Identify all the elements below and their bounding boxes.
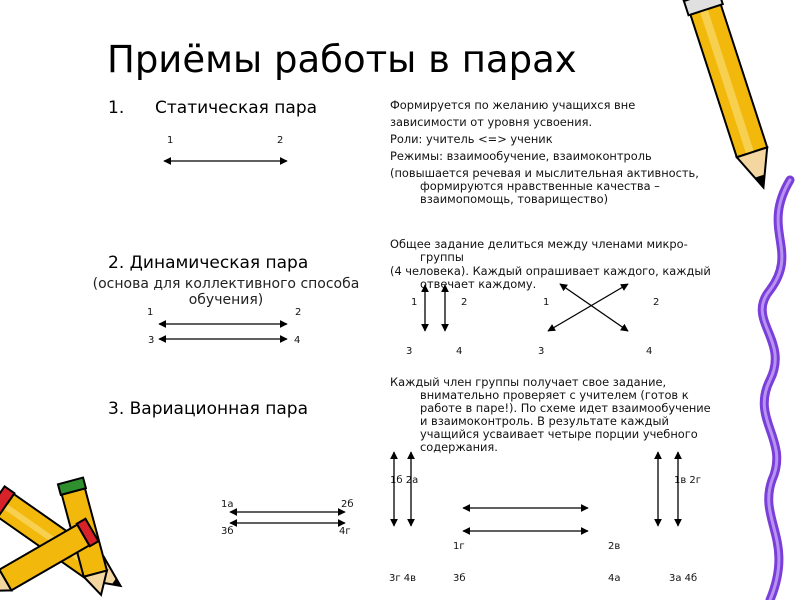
s3-label-3a4b: 3а 4б	[669, 573, 698, 584]
s3-label-1v2g: 1в 2г	[674, 475, 702, 486]
s3-label-4a: 4а	[608, 573, 621, 584]
s1-text-line: взаимопомощь, товарищество)	[420, 192, 609, 206]
s3-left-label-1a: 1а	[221, 499, 234, 510]
s2-sub-line: обучения)	[188, 292, 264, 308]
s1-label-2: 2	[277, 135, 284, 146]
s2-left-label-2: 2	[295, 307, 302, 318]
s2b-arrow-cross-1	[560, 284, 628, 331]
s3-left-label-2b: 2б	[341, 499, 354, 510]
s3-text-line: работе в паре!). По схеме идет взаимообучение	[420, 401, 711, 415]
s2b-label-2: 2	[653, 297, 660, 308]
s1-text-line: зависимости от уровня усвоения.	[390, 115, 593, 129]
s3-label-1b2a: 1б 2а	[390, 475, 419, 486]
s2-left-label-1: 1	[147, 307, 154, 318]
s3-text-line: содержания.	[420, 440, 498, 454]
s1-label-1: 1	[167, 135, 174, 146]
s1-text-line: Формируется по желанию учащихся вне	[390, 98, 636, 112]
s3-text-line: и взаимоконтроль. В результате каждый	[420, 414, 669, 428]
section2-heading: 2. Динамическая пара	[108, 253, 309, 273]
s2b-label-1: 1	[543, 297, 550, 308]
s2-sub-line: (основа для коллективного способа	[92, 276, 360, 292]
s2b-label-4: 4	[646, 346, 653, 357]
s1-text-line: (повышается речевая и мыслительная активность,	[390, 166, 699, 180]
section3-heading: 3. Вариационная пара	[108, 399, 308, 419]
s1-text-line: Режимы: взаимообучение, взаимоконтроль	[390, 149, 652, 163]
crayons-icon	[0, 478, 129, 600]
s3-left-label-3b: 3б	[221, 526, 234, 537]
s3-text-line: внимательно проверяет с учителем (готов к	[420, 388, 689, 402]
s2-text-line: Общее задание делиться между членами микро-	[390, 237, 688, 251]
s2-text-line: отвечает каждому.	[420, 277, 537, 291]
s3-left-label-4g: 4г	[339, 526, 351, 537]
s2-text-line: (4 человека). Каждый опрашивает каждого, каждый	[390, 264, 711, 278]
s2-left-label-3: 3	[148, 335, 155, 346]
s2a-label-1: 1	[411, 297, 418, 308]
pencil-icon	[680, 0, 780, 193]
s2-text-line: группы	[420, 250, 464, 264]
s2b-arrow-cross-2	[548, 284, 628, 331]
s3-text-line: Каждый член группы получает свое задание,	[390, 375, 667, 389]
s2-left-label-4: 4	[294, 335, 301, 346]
s3-label-1g: 1г	[453, 541, 465, 552]
s2a-label-3: 3	[406, 346, 413, 357]
s2a-label-4: 4	[456, 346, 463, 357]
s1-text-line: Роли: учитель <=> ученик	[390, 132, 553, 146]
s2a-label-2: 2	[461, 297, 468, 308]
s1-text-line: формируются нравственные качества –	[420, 179, 660, 193]
section1-heading: Статическая пара	[155, 98, 318, 118]
s3-label-2v: 2в	[608, 541, 621, 552]
section1-number: 1.	[108, 98, 125, 118]
s3-label-3b: 3б	[453, 573, 466, 584]
page-title: Приёмы работы в парах	[107, 38, 577, 81]
s3-label-3g4v: 3г 4в	[389, 573, 417, 584]
s3-text-line: учащийся усваивает четыре порции учебного	[420, 427, 698, 441]
s2b-label-3: 3	[538, 346, 545, 357]
